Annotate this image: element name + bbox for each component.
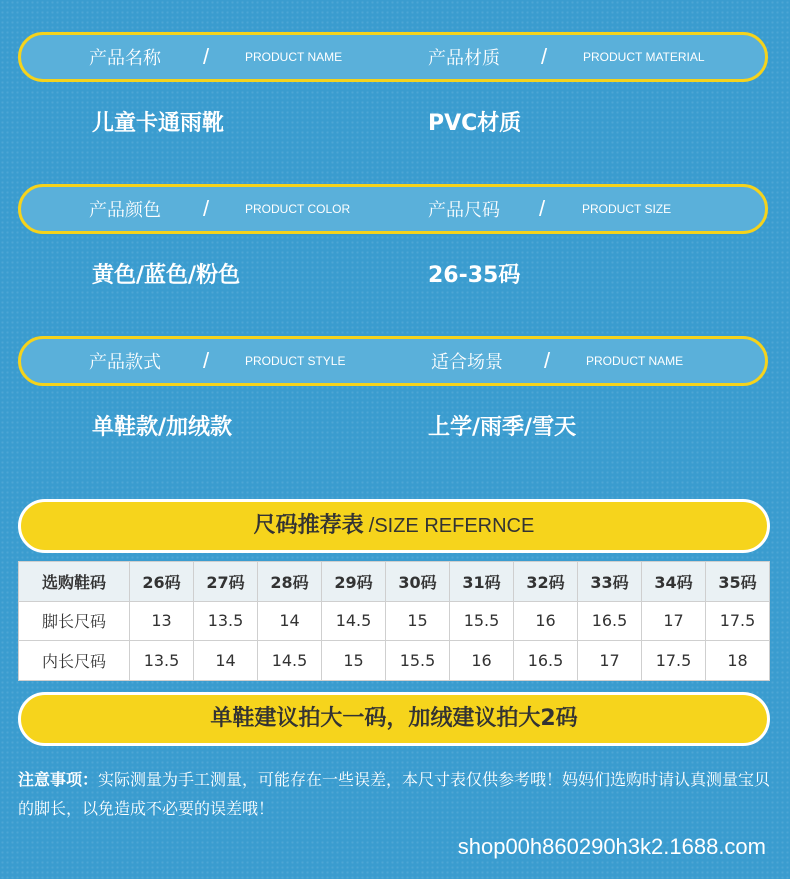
size-chart-title-bar: [18, 499, 770, 553]
label-divider: /: [203, 348, 210, 373]
value-product-color: 黄色/蓝色/粉色: [92, 263, 241, 288]
table-cell: 15: [386, 601, 450, 641]
value-product-style: 单鞋款/加绒款: [92, 415, 233, 440]
table-cell: 32码: [514, 562, 578, 602]
table-cell: 16.5: [514, 641, 578, 681]
value-scenario: 上学/雨季/雪天: [428, 415, 577, 440]
table-cell: 16: [514, 601, 578, 641]
table-cell: 17.5: [642, 641, 706, 681]
table-cell: 28码: [258, 562, 322, 602]
label-product-material-en: PRODUCT MATERIAL: [583, 50, 705, 64]
size-table: [18, 561, 770, 681]
size-chart-title-en: /SIZE REFERNCE: [368, 515, 535, 537]
value-product-name: 儿童卡通雨靴: [92, 111, 225, 136]
table-cell: 选购鞋码: [19, 562, 130, 602]
notice-body: 实际测量为手工测量，可能存在一些误差，本尺寸表仅供参考哦！妈妈们选购时请认真测量宝贝的脚长，以免造成不必要的误差哦！: [18, 770, 771, 818]
table-cell: 14: [258, 601, 322, 641]
table-cell: 27码: [194, 562, 258, 602]
label-product-size-en: PRODUCT SIZE: [582, 202, 672, 216]
label-product-color-cn: 产品颜色: [89, 200, 161, 221]
info-bar-2: [18, 184, 768, 234]
label-product-name-en: PRODUCT NAME: [245, 50, 343, 64]
table-cell: 14: [194, 641, 258, 681]
advice-bar: [18, 692, 770, 746]
label-divider: /: [539, 196, 546, 221]
table-cell: 17: [642, 601, 706, 641]
label-product-size-cn: 产品尺码: [428, 200, 500, 221]
info-bar-3: [18, 336, 768, 386]
table-cell: 13: [130, 601, 194, 641]
label-product-material-cn: 产品材质: [428, 48, 500, 69]
table-cell: 15.5: [386, 641, 450, 681]
table-cell: 17: [578, 641, 642, 681]
table-cell: 16: [450, 641, 514, 681]
table-cell: 17.5: [706, 601, 770, 641]
size-chart-title-cn: 尺码推荐表: [253, 513, 364, 538]
label-product-style-en: PRODUCT STYLE: [245, 354, 346, 368]
table-row: [19, 641, 770, 681]
value-product-size: 26-35码: [428, 263, 521, 288]
info-bar-1: [18, 32, 768, 82]
label-product-name-cn: 产品名称: [89, 48, 161, 69]
table-cell: 13.5: [194, 601, 258, 641]
value-product-material: PVC材质: [428, 111, 522, 136]
label-divider: /: [544, 348, 551, 373]
notice-label: 注意事项：: [18, 770, 99, 789]
table-cell: 26码: [130, 562, 194, 602]
label-product-color-en: PRODUCT COLOR: [245, 202, 351, 216]
table-cell: 33码: [578, 562, 642, 602]
label-scenario-cn: 适合场景: [431, 352, 503, 373]
label-divider: /: [203, 44, 210, 69]
label-divider: /: [541, 44, 548, 69]
notice-text: [18, 765, 783, 823]
label-divider: /: [203, 196, 210, 221]
table-cell: 内长尺码: [19, 641, 130, 681]
shop-url: shop00h860290h3k2.1688.com: [457, 834, 766, 859]
label-scenario-en: PRODUCT NAME: [586, 354, 684, 368]
table-cell: 35码: [706, 562, 770, 602]
advice-text: 单鞋建议拍大一码，加绒建议拍大2码: [210, 706, 578, 731]
table-cell: 15: [322, 641, 386, 681]
table-cell: 34码: [642, 562, 706, 602]
label-product-style-cn: 产品款式: [89, 352, 161, 373]
table-cell: 31码: [450, 562, 514, 602]
table-cell: 15.5: [450, 601, 514, 641]
table-header-row: [19, 562, 770, 602]
table-cell: 16.5: [578, 601, 642, 641]
table-cell: 29码: [322, 562, 386, 602]
table-cell: 30码: [386, 562, 450, 602]
table-cell: 13.5: [130, 641, 194, 681]
table-cell: 14.5: [322, 601, 386, 641]
table-cell: 脚长尺码: [19, 601, 130, 641]
table-cell: 18: [706, 641, 770, 681]
table-cell: 14.5: [258, 641, 322, 681]
table-row: [19, 601, 770, 641]
